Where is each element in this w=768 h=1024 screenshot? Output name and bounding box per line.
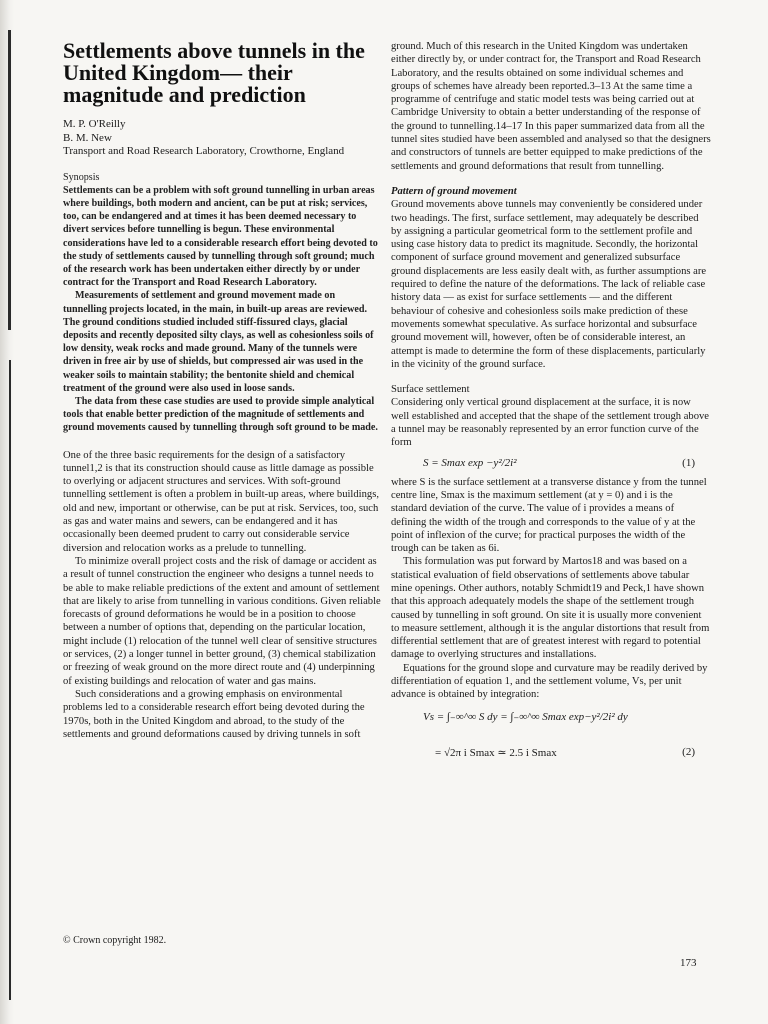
body-paragraph: This formulation was put forward by Martos18 and was based on a statistical evaluation of field observations of settlements above tabular mine openings. Other authors, notably Schmidt19 and Peck,1 have shown that this approach adequately models the shape of the settlement trough caused by tunnelling in soft ground. On site it is usually more convenient to measure settlement, although it is the angular distortions that result from differential settlement that are of greatest interest with regard to potential damage to overlying structures and installations. (391, 556, 710, 661)
page-number: 173 (680, 957, 697, 969)
body-paragraph: Ground movements above tunnels may conveniently be considered under two headings. The first, surface settlement, may adequately be described by assigning a particular geometrical form to the settlement profile and using case history data to predict its magnitude. Secondly, the horizontal component of surface ground movement and generalized subsurface ground displacements are less easily dealt with, as further assumptions are required to define the nature of the deformations. The lack of reliable case history data — as exist for surface settlements — and the different behaviour of cohesive and cohesionless soils make prediction of these movements somewhat speculative. As surface horizontal and subsurface ground movement will, however, often be of considerable interest, an attempt is made to determine the form of these displacements, particularly in the vicinity of the ground surface. (391, 199, 707, 370)
spacer (63, 435, 381, 449)
equation-number: (1) (682, 456, 695, 469)
section-heading: Pattern of ground movement (391, 185, 517, 197)
equation-text: S = Smax exp −y²/2i² (423, 456, 517, 469)
body-paragraph: One of the three basic requirements for the design of a satisfactory tunnel1,2 is that its construction should cause as little damage as possible to overlying or adjacent structures and services. With soft-ground tunnelling settlement is often a problem in built-up areas, where buildings, old and new, important or otherwise, can be put at risk. Services, too, such as gas and water mains and sewers, can be endangered and it has occasionally been deemed prudent to carry out considerable service diversion and relocation works as a prelude to tunnelling. (63, 449, 379, 554)
body-paragraph: Equations for the ground slope and curvature may be readily derived by differentiation of equation 1, and the settlement volume, Vs, per unit advance is obtained by integration: (391, 662, 708, 701)
equation-2 (391, 702, 711, 768)
body-paragraph: Considering only vertical ground displacement at the surface, it is now well established and accepted that the shape of the settlement trough above a tunnel may be reasonably represented by an error function curve of the form (391, 397, 709, 449)
synopsis-paragraph: The data from these case studies are used to provide simple analytical tools that enable better prediction of the magnitude of settlements and ground movements caused by tunnelling through soft ground to be made. (63, 395, 378, 434)
right-column (391, 40, 711, 768)
page-binding-edge (0, 0, 14, 1024)
binding-mark (9, 360, 11, 1000)
synopsis-paragraph: Settlements can be a problem with soft ground tunnelling in urban areas where buildings, both modern and ancient, can be put at risk; services, too, can be endangered and at times it has been deemed necessary to divert services before tunnelling is begun. These environmental considerations have led to a considerable research effort being devoted to the study of settlements caused by tunnelling through soft ground; much of the research work has been undertaken either directly by or under contract for the Transport and Road Research Laboratory. (63, 184, 378, 289)
author-name: B. M. New (63, 131, 112, 144)
equation-text: Vs = ∫₋∞^∞ S dy = ∫₋∞^∞ Smax exp−y²/2i² dy (423, 710, 628, 723)
equation-text: = √2π i Smax ≃ 2.5 i Smax (435, 746, 557, 759)
author-name: M. P. O'Reilly (63, 118, 126, 130)
authors (63, 118, 381, 145)
article-title: Settlements above tunnels in the United Kingdom— their magnitude and prediction (63, 38, 365, 107)
spacer (391, 371, 711, 383)
copyright-notice: © Crown copyright 1982. (63, 935, 167, 946)
synopsis-heading: Synopsis (63, 171, 100, 183)
binding-mark (8, 30, 11, 330)
synopsis-paragraph: Measurements of settlement and ground movement made on tunnelling projects located, in the main, in built-up areas are reviewed. The ground conditions studied included stiff-fissured clays, glacial deposits and recently deposited silty clays, as well as cohesionless soils of low density, weak rocks and made ground. Many of the tunnels were driven in free air by use of shields, but compressed air was used in the weaker soils to maintain stability; the bentonite shield and chemical treatment of the ground were also used in loose sands. (63, 290, 374, 394)
body-paragraph: ground. Much of this research in the United Kingdom was undertaken either directly by, or under contract for, the Transport and Road Research Laboratory, and the results obtained on some individual schemes and groups of schemes have already been reported.3–13 At the same time a programme of centrifuge and static model tests was being carried out at Cambridge University to obtain a better understanding of the response of the ground to tunnelling.14–17 In this paper summarized data from all the tunnel sites studied have been assembled and analysed so that the designers and constructors of tunnels are better equipped to make predictions of the settlements and ground deformations that result from tunnelling. (391, 41, 711, 172)
body-paragraph: To minimize overall project costs and the risk of damage or accident as a result of tunnel construction the engineer who designs a tunnel needs to be able to make reliable predictions of the extent and amount of settlement that are likely to arise from tunnelling in various conditions. Given reliable forecasts of ground deformations he would be in a position to choose between a number of options that, depending on the particular location, might include (1) relocation of the tunnel well clear of sensitive structures or services, (2) a longer tunnel in better ground, (3) chemical stabilization or freezing of weak ground on the more direct route and (4) underpinning of existing buildings and relocation of water and gas mains. (63, 555, 381, 687)
affiliation: Transport and Road Research Laboratory, Crowthorne, England (63, 145, 345, 157)
body-paragraph: where S is the surface settlement at a transverse distance y from the tunnel centre line, Smax is the maximum settlement (at y = 0) and i is the standard deviation of the curve. The value of i provides a means of defining the width of the trough and corresponds to the value of y at the point of inflexion of the curve; for practical purposes the width of the trough can be taken as 6i. (391, 476, 707, 555)
section-heading: Surface settlement (391, 384, 470, 396)
equation-1 (391, 450, 711, 476)
equation-number: (2) (682, 745, 695, 758)
introduction (63, 449, 381, 742)
synopsis (63, 171, 381, 435)
right-column-body (391, 40, 711, 768)
spacer (391, 173, 711, 185)
body-paragraph: Such considerations and a growing emphasis on environmental problems led to a considerable research effort being devoted during the 1970s, both in the United Kingdom and abroad, to the study of the settlements and ground deformations caused by driving tunnels in soft (63, 688, 365, 740)
left-column (63, 40, 381, 741)
